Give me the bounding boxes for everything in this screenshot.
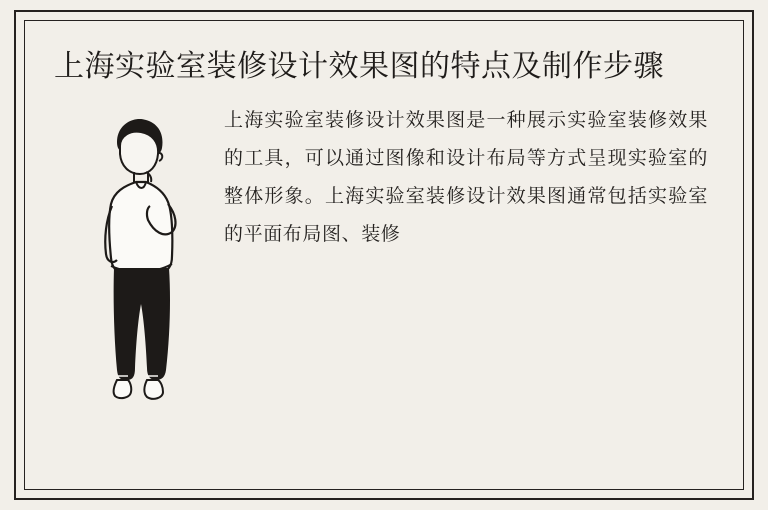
person-icon (84, 108, 194, 408)
body-area (54, 102, 714, 408)
body-paragraph: 上海实验室装修设计效果图是一种展示实验室装修效果的工具，可以通过图像和设计布局等方式呈现实验室的整体形象。上海实验室装修设计效果图通常包括实验室的平面布局图、装修 (224, 110, 708, 245)
document-content (24, 20, 744, 490)
page-title: 上海实验室装修设计效果图的特点及制作步骤 (54, 50, 664, 83)
standing-person-illustration (54, 102, 224, 408)
